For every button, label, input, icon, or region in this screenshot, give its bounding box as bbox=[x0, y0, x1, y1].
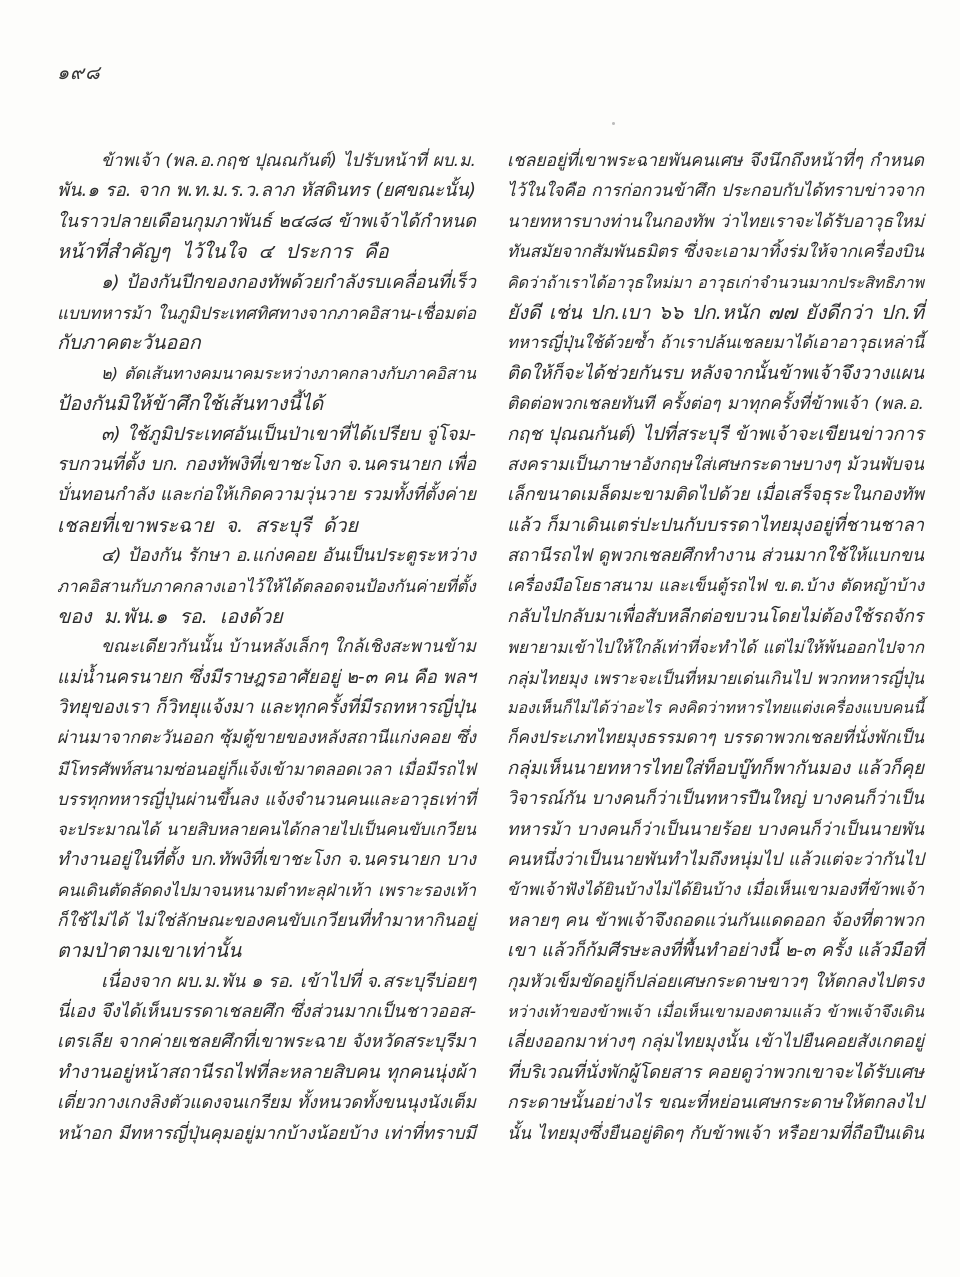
text-line: นายทหารบางท่านในกองทัพ ว่าไทยเราจะได้รับอาวุธใหม่ bbox=[507, 211, 924, 232]
text-line: แบบทหารม้า ในภูมิประเทศทิศทางจากภาคอิสาน-เชื่อมต่อ bbox=[57, 302, 476, 323]
text-line: กุมหัวเข็มขัดอยู่ก็ปล่อยเศษกระดาษขาวๆ ให้ตกลงไปตรง bbox=[507, 971, 924, 992]
text-line: ทันสมัยจากสัมพันธมิตร ซึ่งจะเอามาทิ้งร่มให้จากเครื่องบิน bbox=[507, 242, 924, 263]
text-line: ๓) ใช้ภูมิประเทศอันเป็นป่าเขาที่ได้เปรียบ จู่โจม- bbox=[101, 423, 476, 445]
text-line: แล้ว ก็มาเดินเตร่ปะปนกับบรรดาไทยมุงอยู่ที่ชานชาลา bbox=[507, 514, 924, 536]
text-line: ข้าพเจ้า (พล.อ.กฤช ปุณณกันต์) ไปรับหน้าที่ ผบ.ม. bbox=[101, 151, 476, 171]
text-line: ผ่านมาจากตะวันออก ซุ้มตู้ขายของหลังสถานีแก่งคอย ซึ่ง bbox=[57, 728, 476, 749]
text-line: มองเห็นก็ไม่ได้ว่าอะไร คงคิดว่าทหารไทยแต่งเครื่องแบบคนนี้ bbox=[507, 698, 924, 718]
text-line: ตามป่าตามเขาเท่านั้น bbox=[57, 939, 242, 963]
text-line: ที่บริเวณที่นั่งพักผู้โดยสาร คอยดูว่าพวกเขาจะได้รับเศษ bbox=[507, 1061, 924, 1083]
text-line: สถานีรถไฟ ดูพวกเชลยศึกทำงาน ส่วนมากใช้ให้แบกขน bbox=[507, 546, 924, 567]
text-line: ในราวปลายเดือนกุมภาพันธ์ ๒๔๘๘ ข้าพเจ้าได้กำหนด bbox=[57, 210, 476, 232]
text-line: กลุ่มเห็นนายทหารไทยใส่ท็อบบู๊ทก็พากันมอง แล้วก็คุย bbox=[507, 757, 924, 779]
text-line: พยายามเข้าไปให้ใกล้เท่าที่จะทำได้ แต่ไม่ให้พ้นออกไปจาก bbox=[507, 637, 924, 658]
text-line: คิดว่าถ้าเราได้อาวุธใหม่มา อาวุธเก่าจำนวนมากประสิทธิภาพ bbox=[507, 272, 924, 292]
text-line: คนเดินตัดลัดดงไปมาจนหนามตำทะลุฝ่าเท้า เพราะรองเท้า bbox=[57, 880, 476, 901]
text-line: ขณะเดียวกันนั้น บ้านหลังเล็กๆ ใกล้เชิงสะพานข้าม bbox=[101, 637, 476, 658]
text-line: ข้าพเจ้าฟังได้ยินบ้างไม่ได้ยินบ้าง เมื่อเห็นเขามองที่ข้าพเจ้า bbox=[507, 880, 924, 900]
text-line: ทำงานอยู่หน้าสถานีรถไฟที่ละหลายสิบคน ทุกคนนุ่งผ้า bbox=[57, 1061, 476, 1083]
text-line: หน้าที่สำคัญๆ ไว้ในใจ ๔ ประการ คือ bbox=[57, 240, 389, 264]
text-line: ของ ม.พัน.๑ รอ. เองด้วย bbox=[57, 604, 283, 628]
text-line: นั้น ไทยมุงซึ่งยืนอยู่ติดๆ กับข้าพเจ้า หรือยามที่ถือปืนเดิน bbox=[507, 1123, 924, 1144]
text-line: บรรทุกทหารญี่ปุ่นผ่านขึ้นลง แจ้งจำนวนคนและอาวุธเท่าที่ bbox=[57, 789, 476, 810]
page-number: ๑๙๘ bbox=[57, 62, 101, 84]
text-line: จะประมาณได้ นายสิบหลายคนได้กลายไปเป็นคนขับเกวียน bbox=[57, 819, 476, 839]
paper-speck bbox=[612, 122, 615, 125]
text-line: รบกวนที่ตั้ง บก. กองทัพงิที่เขาชะโงก จ.นครนายก เพื่อ bbox=[57, 453, 476, 475]
text-line: หลายๆ คน ข้าพเจ้าจึงถอดแว่นกันแดดออก จ้องที่ตาพวก bbox=[507, 910, 924, 931]
text-line: เชลยอยู่ที่เขาพระฉายพันคนเศษ จึงนึกถึงหน้าที่ๆ กำหนด bbox=[507, 151, 924, 171]
text-line: ก็ใช้ไม่ได้ ไม่ใช่ลักษณะของคนขับเกวียนที่ทำมาหากินอยู่ bbox=[57, 910, 476, 931]
text-line: บั่นทอนกำลัง และก่อให้เกิดความวุ่นวาย รวมทั้งที่ตั้งค่าย bbox=[57, 485, 476, 506]
text-line: คนหนึ่งว่าเป็นนายพันทำไมถึงหนุ่มไป แล้วแต่จะว่ากันไป bbox=[507, 849, 924, 870]
text-line: เชลยที่เขาพระฉาย จ. สระบุรี ด้วย bbox=[57, 513, 358, 537]
text-line: วิจารณ์กัน บางคนก็ว่าเป็นทหารปืนใหญ่ บางคนก็ว่าเป็น bbox=[507, 789, 924, 810]
text-line: มีโทรศัพท์สนามซ่อนอยู่ก็แจ้งเข้ามาตลอดเวลา เมื่อมีรถไฟ bbox=[57, 758, 476, 779]
text-line: ยังดี เช่น ปก.เบา ๖๖ ปก.หนัก ๗๗ ยังดีกว่า ปก.ที่ bbox=[507, 300, 924, 324]
text-line: เครื่องมือโยธาสนาม และเข็นตู้รถไฟ ข.ต.บ้าง ตัดหญ้าบ้าง bbox=[507, 576, 924, 596]
text-line: กฤช ปุณณกันต์) ไปที่สระบุรี ข้าพเจ้าจะเขียนข่าวการ bbox=[507, 423, 924, 445]
text-line: สงครามเป็นภาษาอังกฤษใส่เศษกระดาษบางๆ ม้วนพับจน bbox=[507, 454, 924, 475]
text-line: กับภาคตะวันออก bbox=[57, 331, 201, 355]
text-line: กลับไปกลับมาเพื่อสับหลีกต่อขบวนโดยไม่ต้องใช้รถจักร bbox=[507, 605, 924, 627]
text-line: เล็กขนาดเมล็ดมะขามติดไปด้วย เมื่อเสร็จธุระในกองทัพ bbox=[507, 485, 924, 506]
text-line: เนื่องจาก ผบ.ม.พัน ๑ รอ. เข้าไปที่ จ.สระบุรีบ่อยๆ bbox=[101, 970, 476, 992]
text-line: นี่เอง จึงได้เห็นบรรดาเชลยศึก ซึ่งส่วนมากเป็นชาวออส- bbox=[57, 1000, 476, 1022]
text-line: เลี่ยงออกมาห่างๆ กลุ่มไทยมุงนั้น เข้าไปยืนคอยสังเกตอยู่ bbox=[507, 1032, 924, 1053]
text-line: ๔) ป้องกัน รักษา อ.แก่งคอย อันเป็นประตูระหว่าง bbox=[101, 545, 476, 567]
text-line: พัน.๑ รอ. จาก พ.ท.ม.ร.ว.ลาภ หัสดินทร (ยศขณะนั้น) bbox=[57, 180, 476, 202]
text-line: ทำงานอยู่ในที่ตั้ง บก.ทัพงิที่เขาชะโงก จ.นครนายก บาง bbox=[57, 848, 476, 870]
text-line: ทหารญี่ปุ่นใช้ด้วยซ้ำ ถ้าเราปล้นเชลยมาได้เอาอาวุธเหล่านี้ bbox=[507, 333, 924, 353]
text-line: ภาคอิสานกับภาคกลางเอาไว้ให้ได้ตลอดจนป้องกันค่ายที่ตั้ง bbox=[57, 576, 476, 597]
text-line: ก็คงประเภทไทยมุงธรรมดาๆ บรรดาพวกเชลยที่นั่งพักเป็น bbox=[507, 728, 924, 749]
left-column bbox=[57, 146, 476, 1149]
text-line: หน้าอก มีทหารญี่ปุ่นคุมอยู่มากบ้างน้อยบ้าง เท่าที่ทราบมี bbox=[57, 1123, 476, 1144]
text-line: เตรเลีย จากค่ายเชลยศึกที่เขาพระฉาย จังหวัดสระบุรีมา bbox=[57, 1032, 476, 1053]
text-line: เขา แล้วก็ก้มศีรษะลงที่พื้นทำอย่างนี้ ๒-๓ ครั้ง แล้วมือที่ bbox=[507, 940, 924, 962]
text-line: ติดต่อพวกเชลยทันที ครั้งต่อๆ มาทุกครั้งที่ข้าพเจ้า (พล.อ. bbox=[507, 394, 924, 415]
text-line: วิทยุของเรา ก็วิทยุแจ้งมา และทุกครั้งที่มีรถทหารญี่ปุ่น bbox=[57, 697, 476, 719]
text-line: ๑) ป้องกันปีกของกองทัพด้วยกำลังรบเคลื่อนที่เร็ว bbox=[101, 271, 476, 293]
text-line: ๒) ตัดเส้นทางคมนาคมระหว่างภาคกลางกับภาคอิสาน bbox=[101, 363, 476, 383]
text-line: ติดให้ก็จะได้ช่วยกันรบ หลังจากนั้นข้าพเจ้าจึงวางแผน bbox=[507, 362, 924, 384]
text-line: เตี่ยวกางเกงลิงตัวแดงจนเกรียม ทั้งหนวดทั้งขนนุงนังเต็ม bbox=[57, 1093, 476, 1114]
text-line: กลุ่มไทยมุง เพราะจะเป็นที่หมายเด่นเกินไป พวกทหารญี่ปุ่น bbox=[507, 667, 924, 688]
text-line: กระดาษนั้นอย่างไร ขณะที่หย่อนเศษกระดาษให้ตกลงไป bbox=[507, 1093, 924, 1114]
right-column bbox=[507, 146, 924, 1149]
text-line: ไว้ในใจคือ การก่อกวนข้าศึก ประกอบกับได้ทราบข่าวจาก bbox=[507, 181, 924, 202]
text-line: หว่างเท้าของข้าพเจ้า เมื่อเห็นเขามองตามแล้ว ข้าพเจ้าจึงเดิน bbox=[507, 1001, 924, 1021]
text-line: ทหารม้า บางคนก็ว่าเป็นนายร้อย บางคนก็ว่าเป็นนายพัน bbox=[507, 819, 924, 840]
text-line: ป้องกันมิให้ข้าศึกใช้เส้นทางนี้ได้ bbox=[57, 392, 324, 416]
text-line: แม่น้ำนครนายก ซึ่งมีราษฎรอาศัยอยู่ ๒-๓ คน คือ พลฯ bbox=[57, 666, 476, 688]
